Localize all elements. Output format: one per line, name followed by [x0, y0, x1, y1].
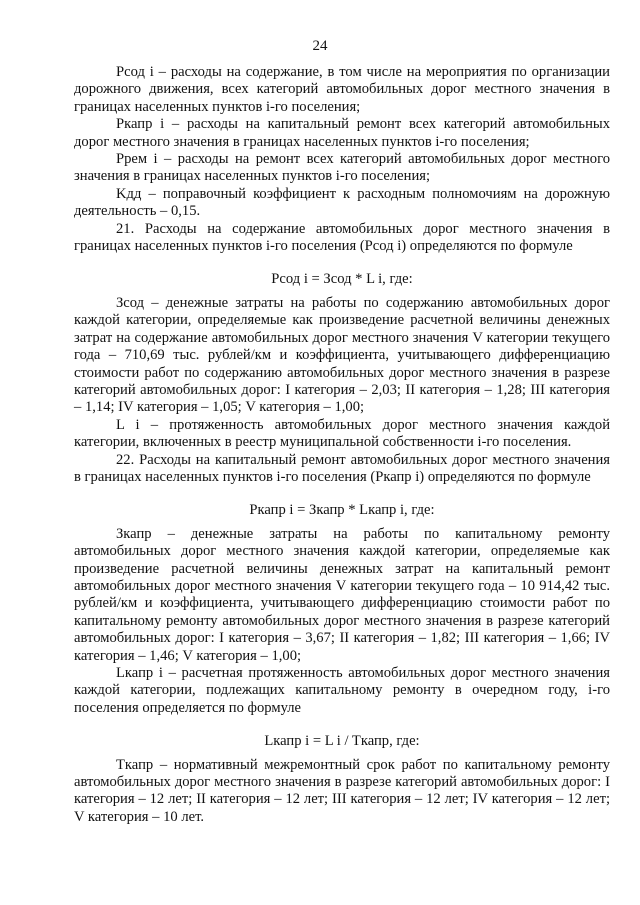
formula-p-sod: Pсод i = Зсод * L i, где:: [271, 271, 413, 288]
definition-p-rem: Pрем i – расходы на ремонт всех категорий автомобильных дорог местного значения в границах населенных пунктов i-го поселения;: [74, 151, 610, 185]
clause-21: 21. Расходы на содержание автомобильных дорог местного значения в границах населенных пунктов i-го поселения (Pсод i) определяются по формуле: [74, 220, 610, 255]
clause-22: 22. Расходы на капитальный ремонт автомобильных дорог местного значения в границах населенных пунктов i-го поселения (Pкапр i) определяются по формуле: [74, 451, 610, 485]
definition-z-kapr: Зкапр – денежные затраты на работы по капитальному ремонту автомобильных дорог местного значения каждой категории, определяемые как произведение расчетной величины денежных затрат на капитальный ремонт автомобильных дорог местного значения V категории текущего года – 10 914,42 тыс. рублей/км и коэффициента, учитывающего дифференциацию стоимости работ по капитальному ремонту автомобильных дорог местного значения в разрезе категорий автомобильных дорог: I категория – 3,67; II категория – 1,82; III категория – 1,66; IV категория – 1,46; V категория – 1,00;: [74, 525, 610, 664]
formula-l-kapr: Lкапр i = L i / Tкапр, где:: [264, 733, 420, 750]
definition-l-i: L i – протяженность автомобильных дорог местного значения каждой категории, включенных в реестр муниципальной собственности i-го поселения.: [74, 416, 610, 451]
document-body: [74, 64, 610, 826]
formula-p-kapr: Pкапр i = Зкапр * Lкапр i, где:: [249, 502, 435, 519]
definition-t-kapr: Tкапр – нормативный межремонтный срок работ по капитальному ремонту автомобильных дорог местного значения в разрезе категорий автомобильных дорог: I категория – 12 лет; II категория – 12 лет; III категория – 12 лет; IV категория – 12 лет; V категория – 10 лет.: [74, 756, 610, 825]
definition-p-kapr: Pкапр i – расходы на капитальный ремонт всех категорий автомобильных дорог местного значения в границах населенных пунктов i-го поселения;: [74, 116, 610, 150]
definition-l-kapr: Lкапр i – расчетная протяженность автомобильных дорог местного значения каждой категории, подлежащих капитальному ремонту в очередном году, i-го поселения определяется по формуле: [74, 665, 610, 716]
definition-k-dd: Kдд – поправочный коэффициент к расходным полномочиям на дорожную деятельность – 0,15.: [74, 185, 610, 220]
definition-z-sod: Зсод – денежные затраты на работы по содержанию автомобильных дорог каждой категории, определяемые как произведение расчетной величины денежных затрат на содержание автомобильных дорог местного значения V категории текущего года – 710,69 тыс. рублей/км и коэффициента, учитывающего дифференциацию стоимости работ по содержанию автомобильных дорог местного значения в разрезе категорий автомобильных дорог: I категория – 2,03; II категория – 1,28; III категория – 1,14; IV категория – 1,05; V категория – 1,00;: [74, 294, 610, 416]
page-number: 24: [312, 38, 328, 54]
definition-p-sod: Pсод i – расходы на содержание, в том числе на мероприятия по организации дорожного движения, всех категорий автомобильных дорог местного значения в границах населенных пунктов i-го поселения;: [74, 64, 610, 115]
